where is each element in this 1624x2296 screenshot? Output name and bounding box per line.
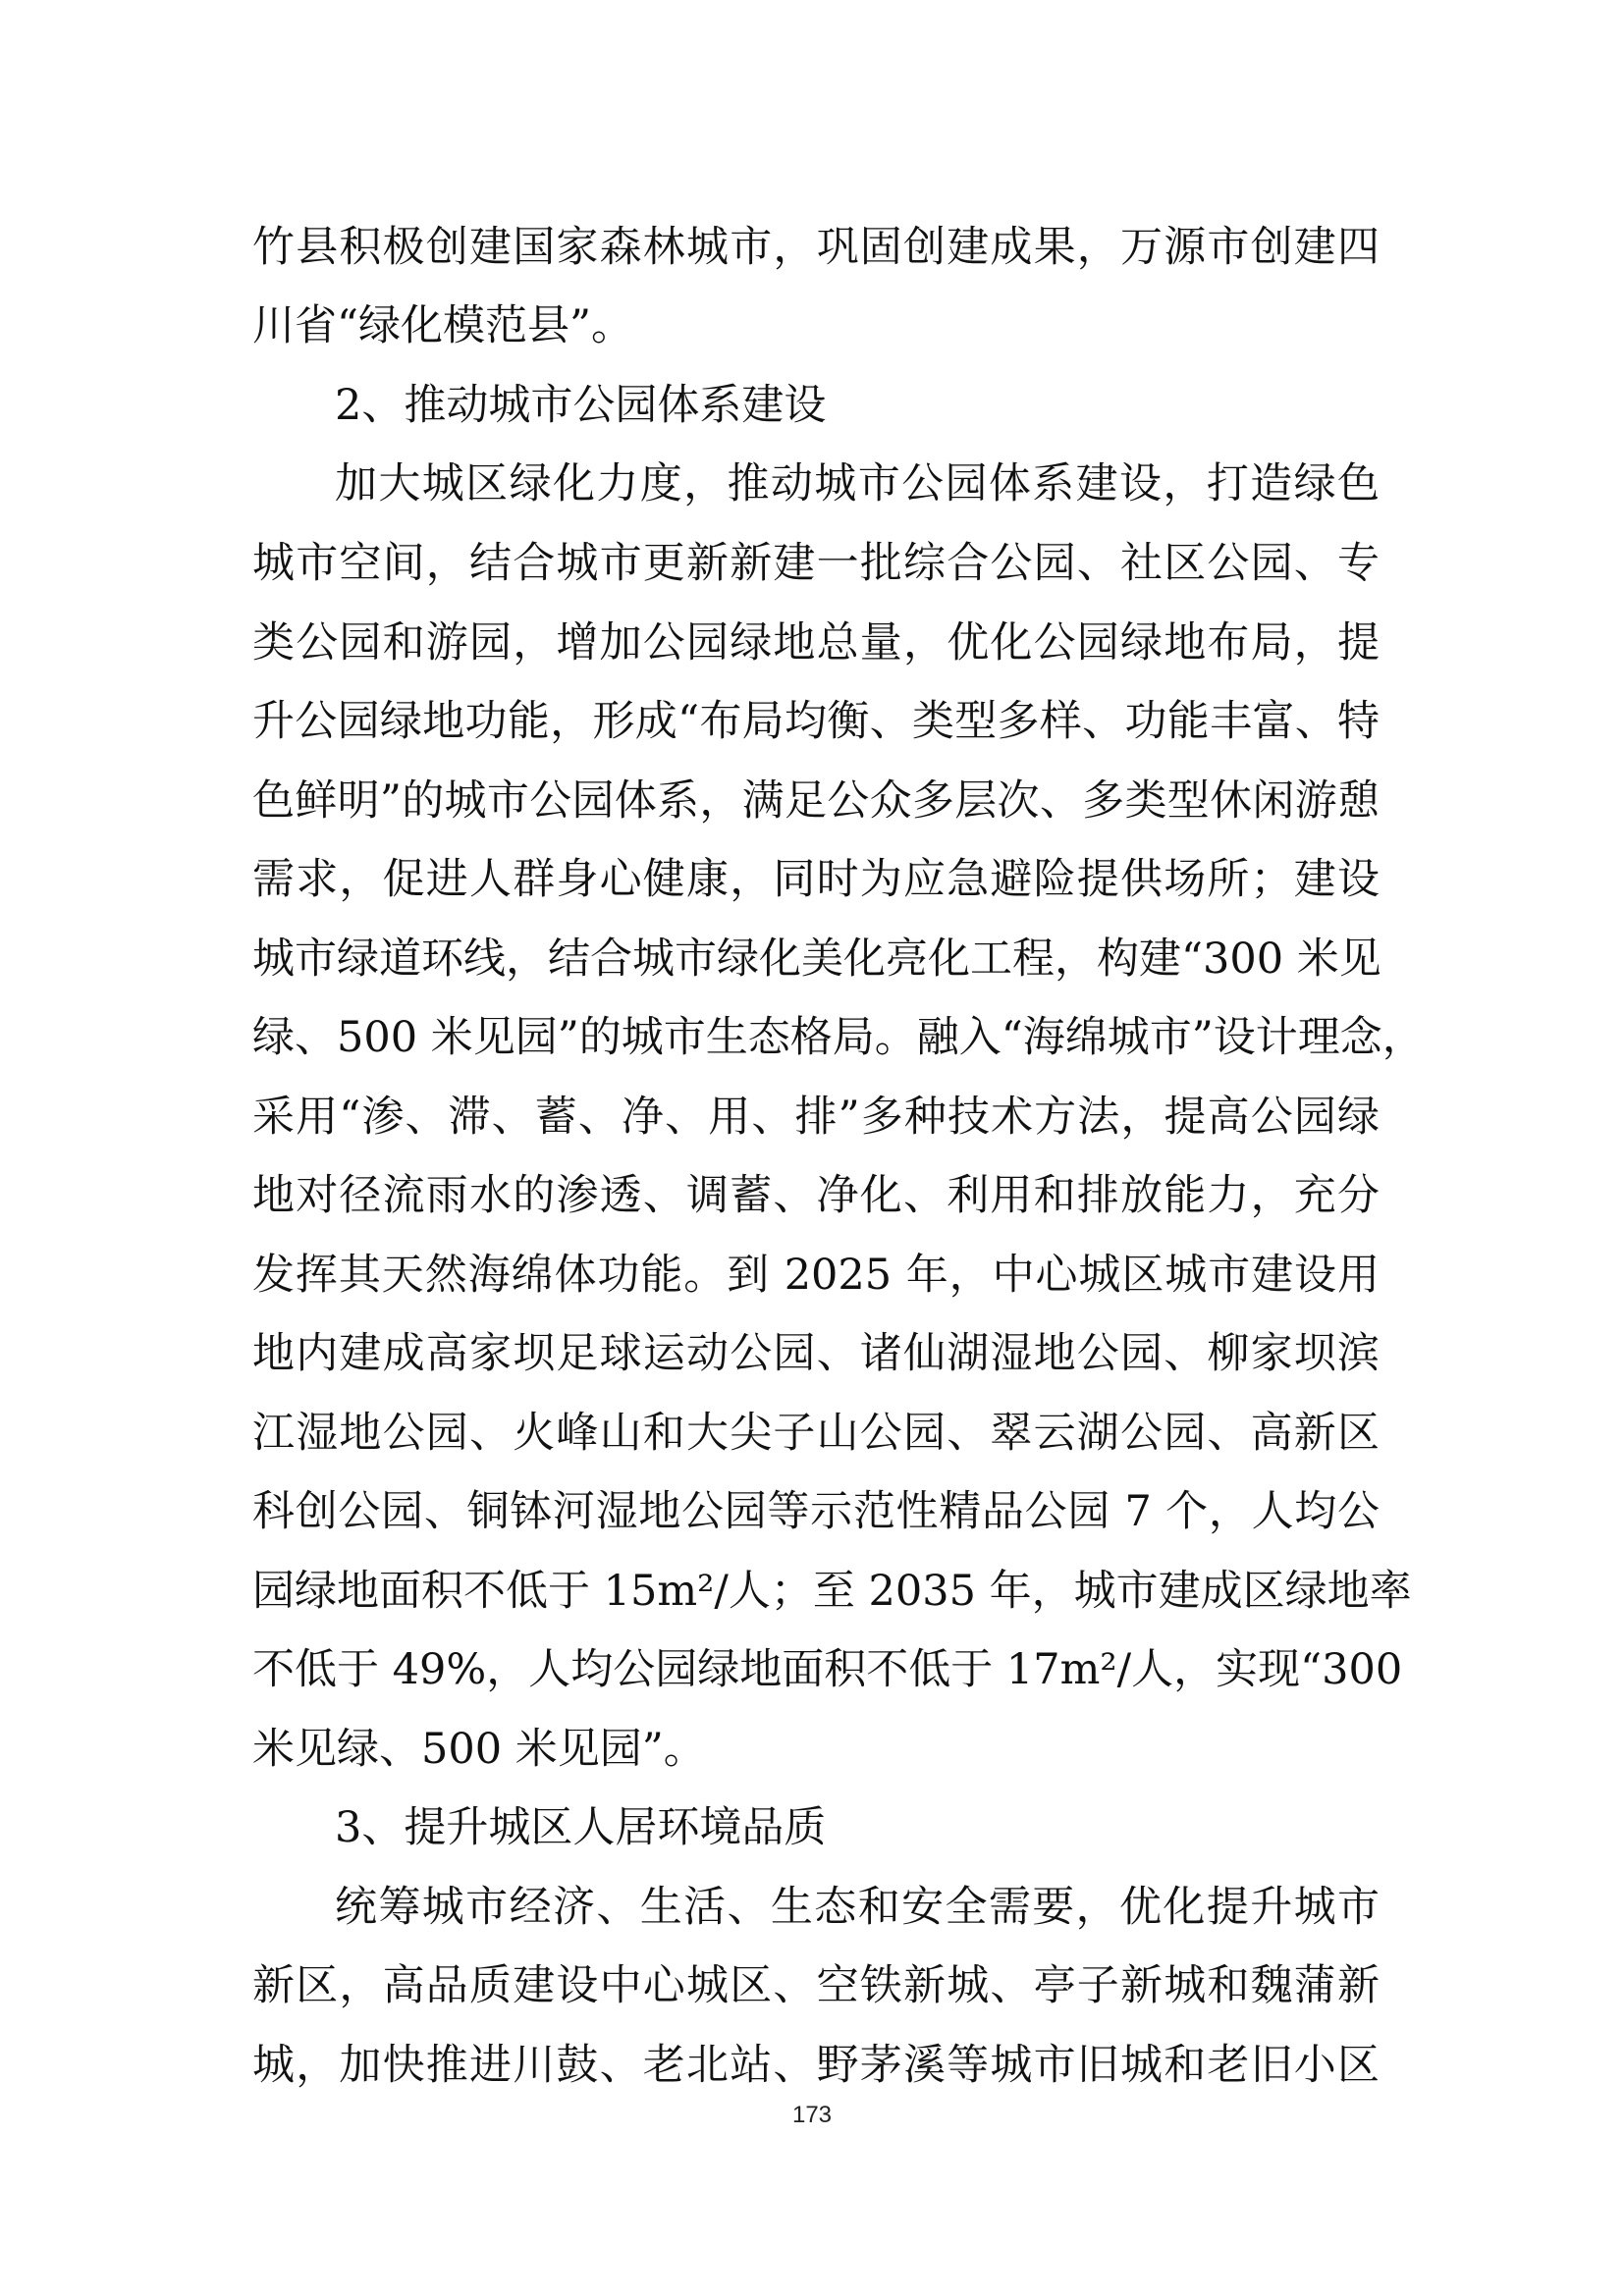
paragraph-first-line: 统筹城市经济、生活、生态和安全需要，优化提升城市	[335, 1883, 1380, 1932]
body-text-line: 色鲜明”的城市公园体系，满足公众多层次、多类型休闲游憩	[252, 776, 1380, 826]
body-text-line: 城市绿道环线，结合城市绿化美化亮化工程，构建“300 米见	[252, 934, 1381, 984]
body-text-line: 园绿地面积不低于 15m²/人；至 2035 年，城市建成区绿地率	[252, 1567, 1412, 1616]
body-text-line: 城，加快推进川鼓、老北站、野茅溪等城市旧城和老旧小区	[252, 2041, 1380, 2090]
body-text-line: 升公园绿地功能，形成“布局均衡、类型多样、功能丰富、特	[252, 697, 1380, 746]
body-text-line: 绿、500 米见园”的城市生态格局。融入“海绵城市”设计理念，	[252, 1013, 1425, 1062]
body-text-line: 城市空间，结合城市更新新建一批综合公园、社区公园、专	[252, 539, 1380, 588]
body-text-line: 类公园和游园，增加公园绿地总量，优化公园绿地布局，提	[252, 618, 1380, 667]
body-text-line: 采用“渗、滞、蓄、净、用、排”多种技术方法，提高公园绿	[252, 1093, 1380, 1142]
body-text-line: 新区，高品质建设中心城区、空铁新城、亭子新城和魏蒲新	[252, 1961, 1380, 2010]
body-text-line: 竹县积极创建国家森林城市，巩固创建成果，万源市创建四	[252, 223, 1380, 272]
body-text-line: 需求，促进人群身心健康，同时为应急避险提供场所；建设	[252, 855, 1380, 904]
section-heading: 2、推动城市公园体系建设	[335, 381, 827, 430]
section-heading: 3、提升城区人居环境品质	[335, 1803, 827, 1852]
body-text-line: 川省“绿化模范县”。	[252, 301, 633, 350]
body-text-line: 地对径流雨水的渗透、调蓄、净化、利用和排放能力，充分	[252, 1171, 1380, 1220]
body-text-line: 发挥其天然海绵体功能。到 2025 年，中心城区城市建设用	[252, 1251, 1380, 1300]
body-text-line: 科创公园、铜钵河湿地公园等示范性精品公园 7 个，人均公	[252, 1487, 1380, 1536]
body-text-line: 不低于 49%，人均公园绿地面积不低于 17m²/人，实现“300	[252, 1645, 1403, 1694]
body-text-line: 地内建成高家坝足球运动公园、诸仙湖湿地公园、柳家坝滨	[252, 1329, 1380, 1378]
paragraph-first-line: 加大城区绿化力度，推动城市公园体系建设，打造绿色	[335, 459, 1380, 508]
body-text-line: 江湿地公园、火峰山和大尖子山公园、翠云湖公园、高新区	[252, 1409, 1380, 1458]
body-text-line: 米见绿、500 米见园”。	[252, 1725, 706, 1774]
page-number: 173	[791, 2102, 833, 2128]
